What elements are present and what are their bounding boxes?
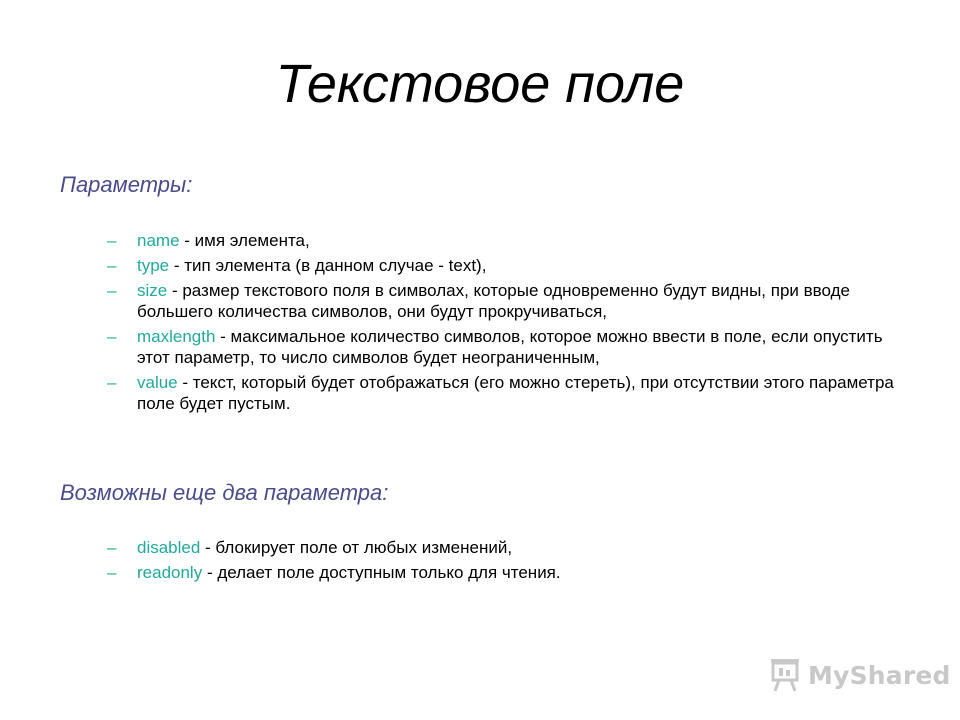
param-keyword: maxlength: [137, 327, 216, 346]
extra-parameter-list: [107, 537, 897, 587]
param-description: - размер текстового поля в символах, которые одновременно будут видны, при вводе большего количества символов, они будут прокручиваться,: [137, 281, 850, 321]
list-marker: –: [107, 563, 117, 582]
list-item: [107, 280, 897, 322]
list-marker: –: [107, 281, 117, 300]
list-marker: –: [107, 538, 117, 557]
list-marker: –: [107, 256, 117, 275]
list-item: [107, 230, 897, 251]
param-description: - текст, который будет отображаться (его можно стереть), при отсутствии этого параметра поле будет пустым.: [137, 373, 894, 413]
list-item: [107, 562, 897, 583]
list-marker: –: [107, 373, 117, 392]
param-keyword: readonly: [137, 563, 203, 582]
param-keyword: size: [137, 281, 168, 300]
slide-title: Текстовое поле: [275, 54, 685, 114]
param-description: - тип элемента (в данном случае - text),: [169, 256, 487, 275]
param-description: - максимальное количество символов, которое можно ввести в поле, если опустить этот параметр, то число символов будет неограниченным,: [137, 327, 883, 367]
list-item: [107, 537, 897, 558]
param-description: - блокирует поле от любых изменений,: [200, 538, 513, 557]
myshared-watermark: [768, 655, 951, 695]
parameter-list: [107, 230, 897, 418]
param-keyword: value: [137, 373, 178, 392]
param-keyword: disabled: [137, 538, 201, 557]
list-marker: –: [107, 327, 117, 346]
param-keyword: type: [137, 256, 170, 275]
presentation-board-icon: [768, 657, 802, 693]
param-description: - имя элемента,: [179, 231, 310, 250]
section-heading-parameters: Параметры:: [60, 172, 193, 197]
list-marker: –: [107, 231, 117, 250]
list-item: [107, 326, 897, 368]
list-item: [107, 372, 897, 414]
list-item: [107, 255, 897, 276]
param-description: - делает поле доступным только для чтения.: [202, 563, 561, 582]
param-keyword: name: [137, 231, 180, 250]
watermark-brand: MyShared: [808, 660, 951, 690]
section-heading-extra-parameters: Возможны еще два параметра:: [60, 480, 389, 505]
